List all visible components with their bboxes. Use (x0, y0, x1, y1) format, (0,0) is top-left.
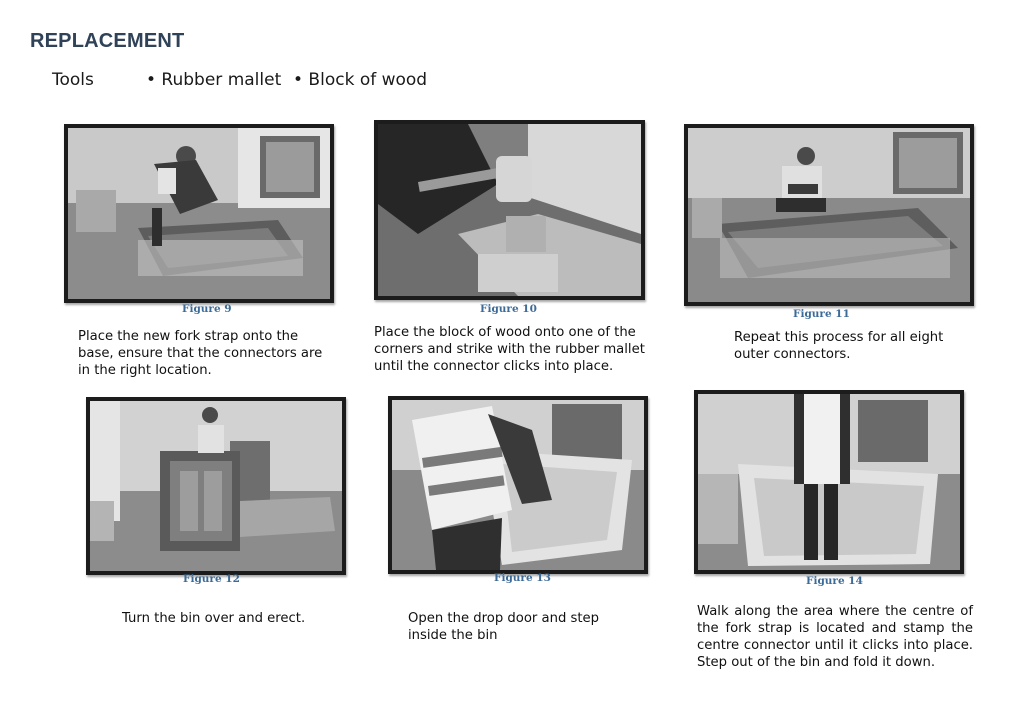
figure-11-label: Figure 11 (793, 308, 850, 320)
figure-13-label: Figure 13 (494, 572, 551, 584)
tool-item-rubber-mallet: • Rubber mallet (146, 70, 282, 90)
figure-10-caption: Place the block of wood onto one of the corners and strike with the rubber mallet until the connector clicks into place. (374, 325, 645, 374)
figure-12-caption: Turn the bin over and erect. (122, 611, 306, 626)
tool-item-block-of-wood: • Block of wood (293, 70, 428, 90)
figure-10-photo (374, 120, 645, 300)
figure-13-caption: Open the drop door and step inside the bin (408, 611, 600, 643)
figure-11-caption: Repeat this process for all eight outer connectors. (734, 330, 944, 362)
figure-12-label: Figure 12 (183, 573, 240, 585)
figure-9-photo (64, 124, 334, 303)
figure-14-photo (694, 390, 964, 574)
figure-10-label: Figure 10 (480, 303, 537, 315)
figure-12-photo (86, 397, 346, 575)
figure-14-caption: Walk along the area where the centre of the fork strap is located and stamp the centre connector until it clicks into place. Step out of the bin and fold it down. (697, 604, 973, 670)
figure-13-photo (388, 396, 648, 574)
page-title: REPLACEMENT (30, 30, 185, 52)
figure-14-label: Figure 14 (806, 575, 863, 587)
figure-9-label: Figure 9 (182, 303, 232, 315)
figure-11-photo (684, 124, 974, 306)
figure-9-caption: Place the new fork strap onto the base, ensure that the connectors are in the right location. (78, 329, 323, 378)
tools-label: Tools (52, 70, 94, 90)
